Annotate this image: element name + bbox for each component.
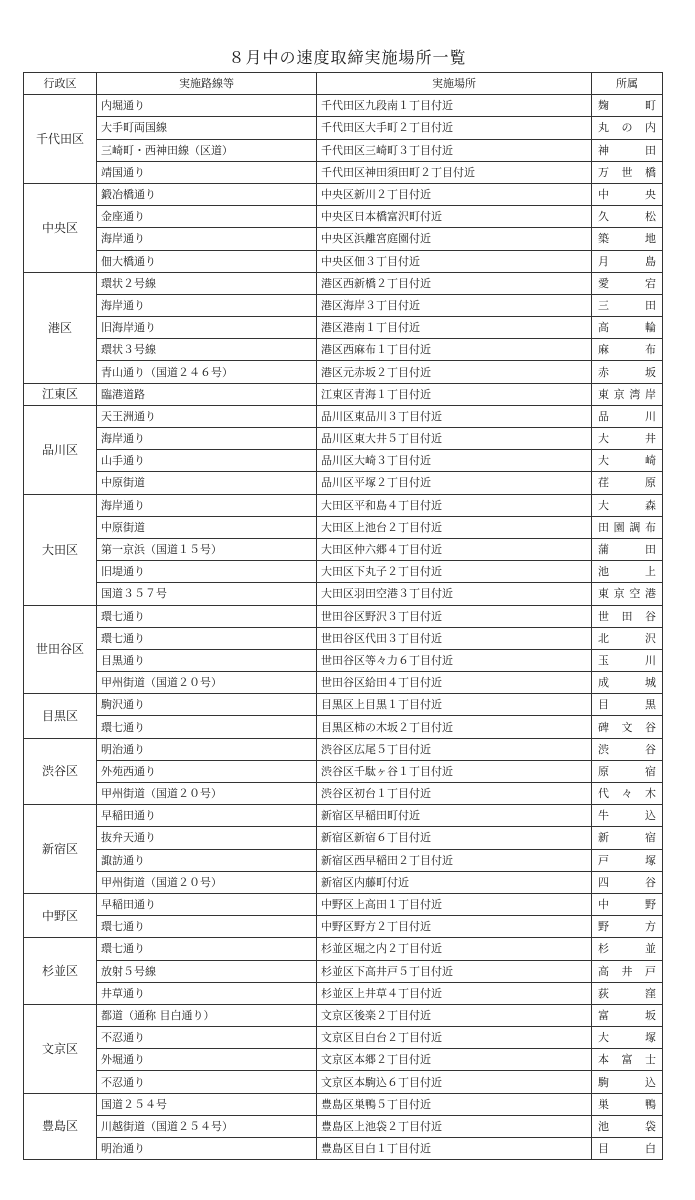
place-cell: 渋谷区広尾５丁目付近 [317, 738, 592, 760]
place-cell: 港区西新橋２丁目付近 [317, 272, 592, 294]
table-row [24, 916, 663, 938]
table-row [24, 405, 663, 427]
table-body [24, 95, 663, 1160]
station-cell: 成城 [592, 672, 663, 694]
station-cell: 月島 [592, 250, 663, 272]
station-cell: 代々木 [592, 783, 663, 805]
place-cell: 中央区日本橋富沢町付近 [317, 206, 592, 228]
route-cell: 臨港道路 [97, 383, 317, 405]
place-cell: 豊島区巣鴨５丁目付近 [317, 1093, 592, 1115]
station-cell: 大井 [592, 428, 663, 450]
table-row [24, 827, 663, 849]
table-row [24, 95, 663, 117]
place-cell: 文京区後楽２丁目付近 [317, 1004, 592, 1026]
place-cell: 新宿区早稲田町付近 [317, 805, 592, 827]
route-cell: 駒沢通り [97, 694, 317, 716]
place-cell: 品川区大崎３丁目付近 [317, 450, 592, 472]
station-cell: 大塚 [592, 1027, 663, 1049]
route-cell: 不忍通り [97, 1027, 317, 1049]
route-cell: 明治通り [97, 1138, 317, 1160]
place-cell: 新宿区西早稲田２丁目付近 [317, 849, 592, 871]
station-cell: 丸の内 [592, 117, 663, 139]
place-cell: 港区元赤坂２丁目付近 [317, 361, 592, 383]
table-row [24, 672, 663, 694]
route-cell: 中原街道 [97, 472, 317, 494]
route-cell: 海岸通り [97, 494, 317, 516]
page-title: ８月中の速度取締実施場所一覧 [228, 48, 467, 67]
station-cell: 麹町 [592, 95, 663, 117]
station-cell: 巣鴨 [592, 1093, 663, 1115]
station-cell: 高輪 [592, 317, 663, 339]
station-cell: 本富士 [592, 1049, 663, 1071]
table-row [24, 649, 663, 671]
station-cell: 荻窪 [592, 982, 663, 1004]
table-row [24, 361, 663, 383]
place-cell: 中央区新川２丁目付近 [317, 183, 592, 205]
station-cell: 北沢 [592, 627, 663, 649]
table-row [24, 294, 663, 316]
station-cell: 四谷 [592, 871, 663, 893]
route-cell: 明治通り [97, 738, 317, 760]
route-cell: 三崎町・西神田線（区道） [97, 139, 317, 161]
station-cell: 原宿 [592, 760, 663, 782]
route-cell: 環七通り [97, 938, 317, 960]
table-row [24, 538, 663, 560]
place-cell: 品川区平塚２丁目付近 [317, 472, 592, 494]
table-row [24, 583, 663, 605]
table-row [24, 960, 663, 982]
route-cell: 早稲田通り [97, 805, 317, 827]
place-cell: 目黒区上目黒１丁目付近 [317, 694, 592, 716]
ward-cell: 文京区 [24, 1004, 97, 1093]
station-cell: 池上 [592, 561, 663, 583]
route-cell: 内堀通り [97, 95, 317, 117]
station-cell: 目白 [592, 1138, 663, 1160]
route-cell: 環状２号線 [97, 272, 317, 294]
ward-cell: 中央区 [24, 183, 97, 272]
route-cell: 都道（通称 目白通り） [97, 1004, 317, 1026]
place-cell: 千代田区大手町２丁目付近 [317, 117, 592, 139]
route-cell: 不忍通り [97, 1071, 317, 1093]
place-cell: 千代田区神田須田町２丁目付近 [317, 161, 592, 183]
table-row [24, 494, 663, 516]
place-cell: 杉並区下高井戸５丁目付近 [317, 960, 592, 982]
place-cell: 新宿区新宿６丁目付近 [317, 827, 592, 849]
route-cell: 環七通り [97, 627, 317, 649]
station-cell: 富坂 [592, 1004, 663, 1026]
table-row [24, 139, 663, 161]
place-cell: 中央区浜離宮庭園付近 [317, 228, 592, 250]
station-cell: 玉川 [592, 649, 663, 671]
table-row [24, 1004, 663, 1026]
table-row [24, 849, 663, 871]
route-cell: 国道２５４号 [97, 1093, 317, 1115]
route-cell: 甲州街道（国道２０号） [97, 672, 317, 694]
table-row [24, 805, 663, 827]
table-row [24, 317, 663, 339]
route-cell: 環状３号線 [97, 339, 317, 361]
route-cell: 甲州街道（国道２０号） [97, 871, 317, 893]
route-cell: 青山通り（国道２４６号） [97, 361, 317, 383]
station-cell: 三田 [592, 294, 663, 316]
place-cell: 千代田区三崎町３丁目付近 [317, 139, 592, 161]
route-cell: 外堀通り [97, 1049, 317, 1071]
place-cell: 文京区本駒込６丁目付近 [317, 1071, 592, 1093]
station-cell: 牛込 [592, 805, 663, 827]
table-row [24, 627, 663, 649]
route-cell: 井草通り [97, 982, 317, 1004]
ward-cell: 杉並区 [24, 938, 97, 1005]
table-row [24, 738, 663, 760]
station-cell: 駒込 [592, 1071, 663, 1093]
table-row [24, 1115, 663, 1137]
table-row [24, 1093, 663, 1115]
place-cell: 大田区下丸子２丁目付近 [317, 561, 592, 583]
station-cell: 碑文谷 [592, 716, 663, 738]
station-cell: 中央 [592, 183, 663, 205]
place-cell: 渋谷区千駄ヶ谷１丁目付近 [317, 760, 592, 782]
station-cell: 築地 [592, 228, 663, 250]
table-row [24, 250, 663, 272]
station-cell: 品川 [592, 405, 663, 427]
station-cell: 戸塚 [592, 849, 663, 871]
route-cell: 旧海岸通り [97, 317, 317, 339]
route-cell: 佃大橋通り [97, 250, 317, 272]
station-cell: 荏原 [592, 472, 663, 494]
station-cell: 大森 [592, 494, 663, 516]
route-cell: 早稲田通り [97, 893, 317, 915]
table-row [24, 428, 663, 450]
route-cell: 環七通り [97, 716, 317, 738]
table-row [24, 605, 663, 627]
table-row [24, 1071, 663, 1093]
ward-cell: 豊島区 [24, 1093, 97, 1160]
station-cell: 神田 [592, 139, 663, 161]
ward-cell: 渋谷区 [24, 738, 97, 805]
station-cell: 東京湾岸 [592, 383, 663, 405]
station-cell: 池袋 [592, 1115, 663, 1137]
station-cell: 高井戸 [592, 960, 663, 982]
place-cell: 品川区東大井５丁目付近 [317, 428, 592, 450]
table-row [24, 716, 663, 738]
table-row [24, 1027, 663, 1049]
table-row [24, 893, 663, 915]
route-cell: 第一京浜（国道１５号） [97, 538, 317, 560]
route-cell: 諏訪通り [97, 849, 317, 871]
route-cell: 環七通り [97, 916, 317, 938]
route-cell: 天王洲通り [97, 405, 317, 427]
route-cell: 鍛冶橋通り [97, 183, 317, 205]
place-cell: 大田区平和島４丁目付近 [317, 494, 592, 516]
place-cell: 港区港南１丁目付近 [317, 317, 592, 339]
ward-cell: 港区 [24, 272, 97, 383]
route-cell: 目黒通り [97, 649, 317, 671]
place-cell: 豊島区目白１丁目付近 [317, 1138, 592, 1160]
table-row [24, 117, 663, 139]
table-row [24, 272, 663, 294]
header-route: 実施路線等 [97, 73, 317, 95]
route-cell: 山手通り [97, 450, 317, 472]
place-cell: 中野区上高田１丁目付近 [317, 893, 592, 915]
ward-cell: 新宿区 [24, 805, 97, 894]
route-cell: 外苑西通り [97, 760, 317, 782]
table-row [24, 383, 663, 405]
ward-cell: 世田谷区 [24, 605, 97, 694]
place-cell: 中央区佃３丁目付近 [317, 250, 592, 272]
station-cell: 愛宕 [592, 272, 663, 294]
place-cell: 港区海岸３丁目付近 [317, 294, 592, 316]
station-cell: 万世橋 [592, 161, 663, 183]
table-row [24, 339, 663, 361]
place-cell: 大田区羽田空港３丁目付近 [317, 583, 592, 605]
station-cell: 東京空港 [592, 583, 663, 605]
route-cell: 金座通り [97, 206, 317, 228]
route-cell: 旧堤通り [97, 561, 317, 583]
place-cell: 中野区野方２丁目付近 [317, 916, 592, 938]
ward-cell: 千代田区 [24, 95, 97, 184]
table-row [24, 871, 663, 893]
ward-cell: 大田区 [24, 494, 97, 605]
table-header-row [24, 73, 663, 95]
place-cell: 文京区目白台２丁目付近 [317, 1027, 592, 1049]
table-row [24, 694, 663, 716]
place-cell: 世田谷区野沢３丁目付近 [317, 605, 592, 627]
station-cell: 世田谷 [592, 605, 663, 627]
place-cell: 品川区東品川３丁目付近 [317, 405, 592, 427]
route-cell: 環七通り [97, 605, 317, 627]
route-cell: 川越街道（国道２５４号） [97, 1115, 317, 1137]
place-cell: 杉並区上井草４丁目付近 [317, 982, 592, 1004]
route-cell: 放射５号線 [97, 960, 317, 982]
station-cell: 麻布 [592, 339, 663, 361]
table-row [24, 472, 663, 494]
place-cell: 杉並区堀之内２丁目付近 [317, 938, 592, 960]
route-cell: 大手町両国線 [97, 117, 317, 139]
table-row [24, 206, 663, 228]
place-cell: 世田谷区等々力６丁目付近 [317, 649, 592, 671]
route-cell: 海岸通り [97, 294, 317, 316]
place-cell: 渋谷区初台１丁目付近 [317, 783, 592, 805]
station-cell: 野方 [592, 916, 663, 938]
header-ward: 行政区 [24, 73, 97, 95]
station-cell: 目黒 [592, 694, 663, 716]
place-cell: 大田区上池台２丁目付近 [317, 516, 592, 538]
route-cell: 海岸通り [97, 228, 317, 250]
header-station: 所属 [592, 73, 663, 95]
table-row [24, 1049, 663, 1071]
station-cell: 田園調布 [592, 516, 663, 538]
table-row [24, 760, 663, 782]
ward-cell: 江東区 [24, 383, 97, 405]
table-row [24, 516, 663, 538]
station-cell: 新宿 [592, 827, 663, 849]
ward-cell: 品川区 [24, 405, 97, 494]
table-row [24, 982, 663, 1004]
place-cell: 目黒区柿の木坂２丁目付近 [317, 716, 592, 738]
ward-cell: 目黒区 [24, 694, 97, 738]
table-row [24, 783, 663, 805]
station-cell: 中野 [592, 893, 663, 915]
route-cell: 国道３５７号 [97, 583, 317, 605]
route-cell: 靖国通り [97, 161, 317, 183]
route-cell: 抜弁天通り [97, 827, 317, 849]
header-place: 実施場所 [317, 73, 592, 95]
table-row [24, 561, 663, 583]
place-cell: 豊島区上池袋２丁目付近 [317, 1115, 592, 1137]
table-row [24, 938, 663, 960]
table-row [24, 228, 663, 250]
station-cell: 赤坂 [592, 361, 663, 383]
place-cell: 文京区本郷２丁目付近 [317, 1049, 592, 1071]
station-cell: 蒲田 [592, 538, 663, 560]
table-row [24, 1138, 663, 1160]
route-cell: 海岸通り [97, 428, 317, 450]
table-row [24, 183, 663, 205]
place-cell: 港区西麻布１丁目付近 [317, 339, 592, 361]
table-row [24, 161, 663, 183]
route-cell: 中原街道 [97, 516, 317, 538]
enforcement-table [23, 72, 663, 1160]
station-cell: 大崎 [592, 450, 663, 472]
place-cell: 千代田区九段南１丁目付近 [317, 95, 592, 117]
place-cell: 世田谷区給田４丁目付近 [317, 672, 592, 694]
table-row [24, 450, 663, 472]
ward-cell: 中野区 [24, 893, 97, 937]
station-cell: 杉並 [592, 938, 663, 960]
station-cell: 久松 [592, 206, 663, 228]
station-cell: 渋谷 [592, 738, 663, 760]
place-cell: 江東区青海１丁目付近 [317, 383, 592, 405]
place-cell: 世田谷区代田３丁目付近 [317, 627, 592, 649]
place-cell: 新宿区内藤町付近 [317, 871, 592, 893]
place-cell: 大田区仲六郷４丁目付近 [317, 538, 592, 560]
route-cell: 甲州街道（国道２０号） [97, 783, 317, 805]
